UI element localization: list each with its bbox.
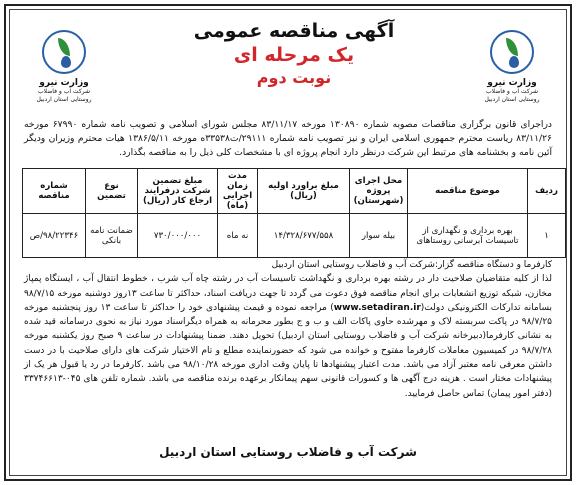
logo-org-sub: شرکت آب و فاضلاب روستایی استان اردبیل xyxy=(484,88,540,103)
employer-line: کارفرما و دستگاه مناقصه گزار:شرکت آب و فاضلاب روستایی استان اردبیل xyxy=(271,260,552,270)
notice-body xyxy=(24,258,552,401)
notice-inner-border xyxy=(9,9,567,476)
notice-title-block xyxy=(160,20,428,87)
logo-right xyxy=(476,30,548,104)
footer-org-name: شرکت آب و فاضلاب روستایی استان اردبیل xyxy=(159,445,417,459)
intro-paragraph: دراجرای قانون برگزاری مناقصات مصوبه شماره ۱۳۰۸۹۰ مورخه ۸۳/۱۱/۱۷ مجلس شورای اسلامی و تصویب نامه شماره ۶۷۹۹۰ مورخه ۸۳/۱۱/۲۶ ریاست محترم جمهوری اسلامی ایران و نیز تصویب نامه شماره ۲۹۱۱۱/ت۳۳۵۳۸ه مورخه ۱۳۸۶/۵/۱۱ هیات محترم وزیران ودیگر آئین نامه و بخشنامه های مرتبط این شرکت درنظر دارد انجام پروژه ای با مشخصات کلی ذیل را به مناقصه بگذارد. xyxy=(24,119,552,158)
ministry-emblem-icon xyxy=(490,30,534,74)
cell-guarantee-type: ضمانت نامه بانکی xyxy=(86,214,138,258)
website-link[interactable]: www.setadiran.ir xyxy=(333,302,421,313)
contact-text: شماره تلفن های ۰۴۵-۳۳۷۴۶۶۱۳ (دفتر امور پیمان) تماس حاصل فرمایید. xyxy=(24,374,552,399)
cell-estimate: ۱۴/۳۲۸/۶۷۷/۵۵۸ xyxy=(258,214,350,258)
cell-guarantee: ۷۳۰/۰۰۰/۰۰۰ xyxy=(138,214,218,258)
notice-round: نوبت دوم xyxy=(256,68,332,87)
col-row: ردیف xyxy=(528,169,566,214)
col-location: محل اجرای پروژه (شهرستان) xyxy=(350,169,408,214)
notice-title: آگهی مناقصه عمومی xyxy=(193,20,395,42)
col-guarantee-type: نوع تضمین xyxy=(86,169,138,214)
opening-text: ضمنا پیشنهادات در ساعت ۹ صبح روز یکشنبه مورخه ۹۸/۷/۲۸ در کمیسیون معاملات کارفرما مفتوح و خوانده می شود که حضورنماینده مطلع و تام الاختیار شرکت های دارای صلاحیت با در دست داشتن معرفی نامه معتبر آزاد می باشد. مدت اعتبار پیشنهادها تا پایان وقت اداری مورخه ۹۸/۱۰/۲۸ می باشد .کارفرما در رد یا قبول هر یک از پیشنهادات مختار است . هزینه درج آگهی ها و کسورات قانونی سهم پیمانکار برعهده برنده مناقصه می باشد. xyxy=(24,331,552,385)
cell-location: بیله سوار xyxy=(350,214,408,258)
logo-org-sub: شرکت آب و فاضلاب روستایی استان اردبیل xyxy=(36,88,92,103)
logo-org-name: وزارت نیرو xyxy=(487,78,537,88)
col-subject: موضوع مناقصه xyxy=(408,169,528,214)
notice-subtitle: یک مرحله ای xyxy=(233,44,355,66)
col-estimate: مبلغ براورد اولیه (ریال) xyxy=(258,169,350,214)
cell-duration: نه ماه xyxy=(218,214,258,258)
table-row xyxy=(23,214,566,258)
logo-org-name: وزارت نیرو xyxy=(39,78,89,88)
col-guarantee: مبلغ تضمین شرکت درفرایند ارجاع کار (ریال) xyxy=(138,169,218,214)
tender-table xyxy=(22,168,566,258)
notice-page xyxy=(4,4,572,481)
col-duration: مدت زمان اجرایی (ماه) xyxy=(218,169,258,214)
cell-subject: بهره برداری و نگهداری از تاسیسات آبرسانی روستاهای xyxy=(408,214,528,258)
table-header-row xyxy=(23,169,566,214)
invitation-text: لذا از کلیه متقاضیان صلاحیت دار در رشته بهره برداری و نگهداشت تاسیسات آب در رشته چاه آب شرب ، خطوط انتقال آب ، ایستگاه پمپاژ مخازن، شبکه توزیع انشعابات برای انجام مناقصه فوق دعوت می گردد تا جهت دریافت اسناد، حداکثر تا ساعت ۱۳روز دوشنبه مورخه ۹۸/۷/۱۵ بسامانه تدارکات الکترونیکی دولت( xyxy=(24,274,553,313)
invitation-text-cont: ) مراجعه نموده و قیمت پیشنهادی خود را حداکثر تا ساعت ۱۳ روز پنجشنبه مورخه ۹۸/۷/۲۵ در پاکت سربسته لاک و مهرشده حاوی پاکات الف و ب و ج بطور محرمانه به همراه دیگراسناد مورد نیاز به نحوی درسامانه قید شده به نشانی کارفرما(دبیرخانه شرکت آب و فاضلاب روستایی استان اردبیل) تحویل دهند. xyxy=(24,302,552,342)
logo-left xyxy=(28,30,100,104)
ministry-emblem-icon xyxy=(42,30,86,74)
col-tender-no: شماره مناقصه xyxy=(23,169,86,214)
cell-tender-no: ۹۸/۲۲۳۴۶/ص xyxy=(23,214,86,258)
cell-row: ۱ xyxy=(528,214,566,258)
